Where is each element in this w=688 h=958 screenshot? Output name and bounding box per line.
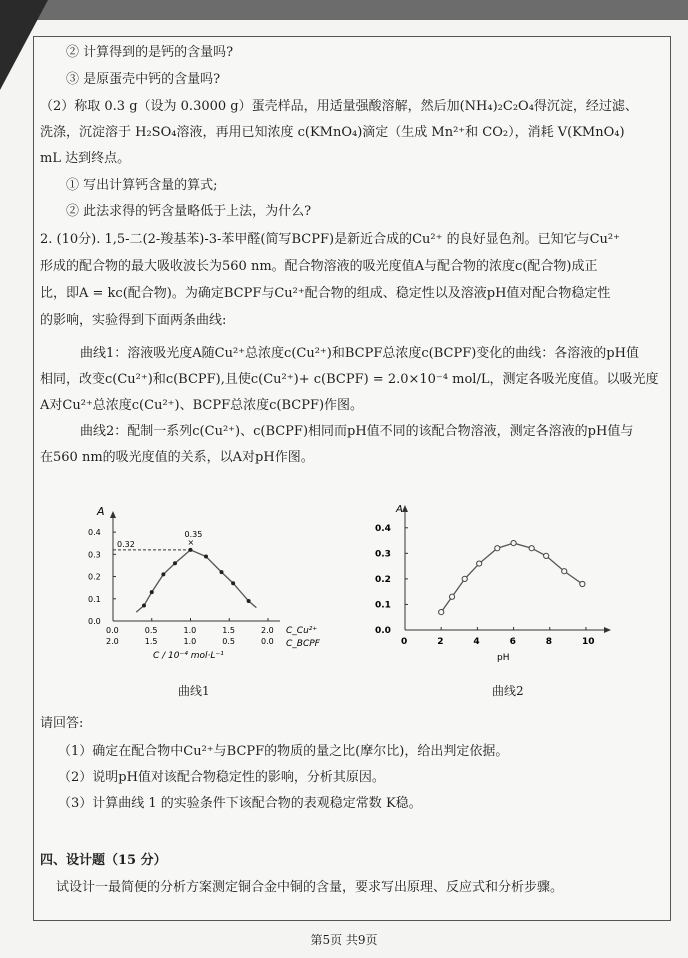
y-tick-label: 0.3 bbox=[88, 550, 101, 560]
y-tick-label: 0.0 bbox=[375, 626, 391, 636]
x-tick-label-bcpf: 0.0 bbox=[261, 637, 274, 646]
x-axis-label: C / 10⁻⁴ mol·L⁻¹ bbox=[153, 651, 224, 661]
y-tick-label: 0.1 bbox=[88, 594, 101, 604]
x-label-bcpf: C_BCPF bbox=[286, 639, 320, 649]
text-answer-1: （1）确定在配合物中Cu²⁺与BCPF的物质的量之比(摩尔比)，给出判定依据。 bbox=[58, 744, 509, 759]
y-tick-label: 0.2 bbox=[375, 574, 391, 585]
x-tick-label-cu: 1.0 bbox=[183, 626, 197, 635]
data-point bbox=[462, 576, 467, 581]
x-tick-label: 8 bbox=[545, 637, 553, 647]
x-tick-label-cu: 0.5 bbox=[144, 626, 158, 635]
y-tick-label: 0.0 bbox=[88, 617, 101, 626]
peak-marker: × bbox=[187, 538, 195, 548]
data-point bbox=[511, 541, 516, 546]
text-curve1-c: A对Cu²⁺总浓度c(Cu²⁺)、BCPF总浓度c(BCPF)作图。 bbox=[40, 398, 364, 413]
y-tick-label: 0.1 bbox=[375, 600, 391, 611]
data-point bbox=[150, 590, 154, 594]
chart-curve2 bbox=[370, 500, 630, 680]
data-point bbox=[161, 572, 165, 576]
data-point bbox=[173, 561, 177, 565]
x-tick-label-bcpf: 1.5 bbox=[144, 637, 158, 646]
page-number: 第5页 共9页 bbox=[310, 933, 378, 947]
data-point bbox=[562, 569, 567, 574]
text-ask: 请回答: bbox=[40, 716, 84, 731]
y-tick-label: 0.4 bbox=[375, 523, 391, 534]
data-point bbox=[204, 555, 208, 559]
x-tick-label-cu: 2.0 bbox=[261, 626, 274, 635]
x-axis-label: pH bbox=[497, 653, 510, 663]
data-point bbox=[220, 570, 224, 574]
y-axis-label: A bbox=[396, 504, 403, 515]
chart2-caption: 曲线2 bbox=[492, 684, 524, 698]
section4-question: 试设计一最简便的分析方案测定铜合金中铜的含量，要求写出原理、反应式和分析步骤。 bbox=[56, 880, 564, 895]
text-q2-b: 形成的配合物的最大吸收波长为560 nm。配合物溶液的吸光度值A与配合物的浓度c(配合物)成正 bbox=[40, 259, 598, 274]
chart1-caption: 曲线1 bbox=[178, 684, 210, 698]
data-point bbox=[580, 581, 585, 586]
text-p2-a: （2）称取 0.3 g（设为 0.3000 g）蛋壳样品，用适量强酸溶解，然后加(NH₄)₂C₂O₄得沉淀，经过滤、 bbox=[40, 99, 638, 114]
text-curve2-a: 曲线2：配制一系列c(Cu²⁺)、c(BCPF)相同而pH值不同的该配合物溶液，测定各溶液的pH值与 bbox=[80, 424, 634, 439]
x-tick-label-cu: 0.0 bbox=[106, 626, 119, 635]
y-tick-label: 0.2 bbox=[88, 572, 101, 582]
page-frame bbox=[33, 36, 671, 921]
x-tick-label-cu: 1.5 bbox=[222, 626, 235, 635]
data-point bbox=[529, 546, 534, 551]
chart-curve1 bbox=[80, 500, 350, 680]
y-axis-arrow bbox=[402, 505, 408, 512]
data-point bbox=[189, 548, 193, 552]
text-p2-c: mL 达到终点。 bbox=[40, 151, 131, 166]
x-tick-label: 0 bbox=[401, 637, 408, 647]
data-point bbox=[495, 546, 500, 551]
data-point bbox=[544, 553, 549, 558]
y-tick-label: 0.4 bbox=[88, 528, 101, 538]
text-curve1-b: 相同，改变c(Cu²⁺)和c(BCPF),且使c(Cu²⁺)+ c(BCPF) = 2.0×10⁻⁴ mol/L，测定各吸光度值。以吸光度 bbox=[40, 372, 659, 387]
data-point bbox=[231, 581, 235, 585]
x-axis-arrow bbox=[604, 627, 611, 633]
x-tick-label: 4 bbox=[473, 637, 480, 647]
x-tick-label: 2 bbox=[437, 637, 444, 647]
text-curve2-b: 在560 nm的吸光度值的关系，以A对pH作图。 bbox=[40, 450, 314, 465]
text-q2-d: 的影响，实验得到下面两条曲线: bbox=[40, 313, 227, 328]
text-q1-3: ③ 是原蛋壳中钙的含量吗? bbox=[66, 72, 221, 87]
x-label-cu: C_Cu²⁺ bbox=[286, 626, 318, 636]
x-tick-label-bcpf: 1.0 bbox=[183, 637, 197, 646]
peak-label: 0.35 bbox=[184, 530, 203, 540]
series-line bbox=[136, 550, 256, 612]
text-p2-b: 洗涤，沉淀溶于 H₂SO₄溶液，再用已知浓度 c(KMnO₄)滴定（生成 Mn²⁺和 CO₂），消耗 V(KMnO₄) bbox=[40, 125, 625, 140]
dashed-label: 0.32 bbox=[117, 539, 135, 549]
section4-heading: 四、设计题（15 分） bbox=[40, 853, 167, 868]
text-q2-c: 比，即A = kc(配合物)。为确定BCPF与Cu²⁺配合物的组成、稳定性以及溶液pH值对配合物稳定性 bbox=[40, 286, 611, 301]
text-q2-a: 2. (10分). 1,5-二(2-羧基苯)-3-苯甲醛(简写BCPF)是新近合成的Cu²⁺ 的良好显色剂。已知它与Cu²⁺ bbox=[40, 232, 620, 247]
text-answer-2: （2）说明pH值对该配合物稳定性的影响，分析其原因。 bbox=[58, 770, 385, 785]
scan-top-edge bbox=[0, 0, 688, 20]
y-axis-arrow bbox=[110, 511, 116, 518]
y-tick-label: 0.3 bbox=[375, 549, 391, 560]
x-tick-label-bcpf: 0.5 bbox=[222, 637, 235, 646]
text-q1-2: ② 计算得到的是钙的含量吗? bbox=[66, 45, 234, 60]
x-tick-label: 10 bbox=[581, 637, 595, 647]
data-point bbox=[142, 603, 146, 607]
text-curve1-a: 曲线1：溶液吸光度A随Cu²⁺总浓度c(Cu²⁺)和BCPF总浓度c(BCPF)变化的曲线：各溶液的pH值 bbox=[80, 346, 639, 361]
text-p2-q1: ① 写出计算钙含量的算式; bbox=[66, 178, 218, 193]
y-axis-label: A bbox=[97, 505, 105, 518]
data-point bbox=[247, 599, 251, 603]
data-point bbox=[439, 610, 444, 615]
x-tick-label-bcpf: 2.0 bbox=[106, 637, 119, 646]
text-answer-3: （3）计算曲线 1 的实验条件下该配合物的表观稳定常数 K稳。 bbox=[58, 796, 422, 811]
data-point bbox=[449, 594, 454, 599]
x-tick-label: 6 bbox=[509, 637, 516, 647]
data-point bbox=[477, 561, 482, 566]
text-p2-q2: ② 此法求得的钙含量略低于上法，为什么? bbox=[66, 204, 312, 219]
